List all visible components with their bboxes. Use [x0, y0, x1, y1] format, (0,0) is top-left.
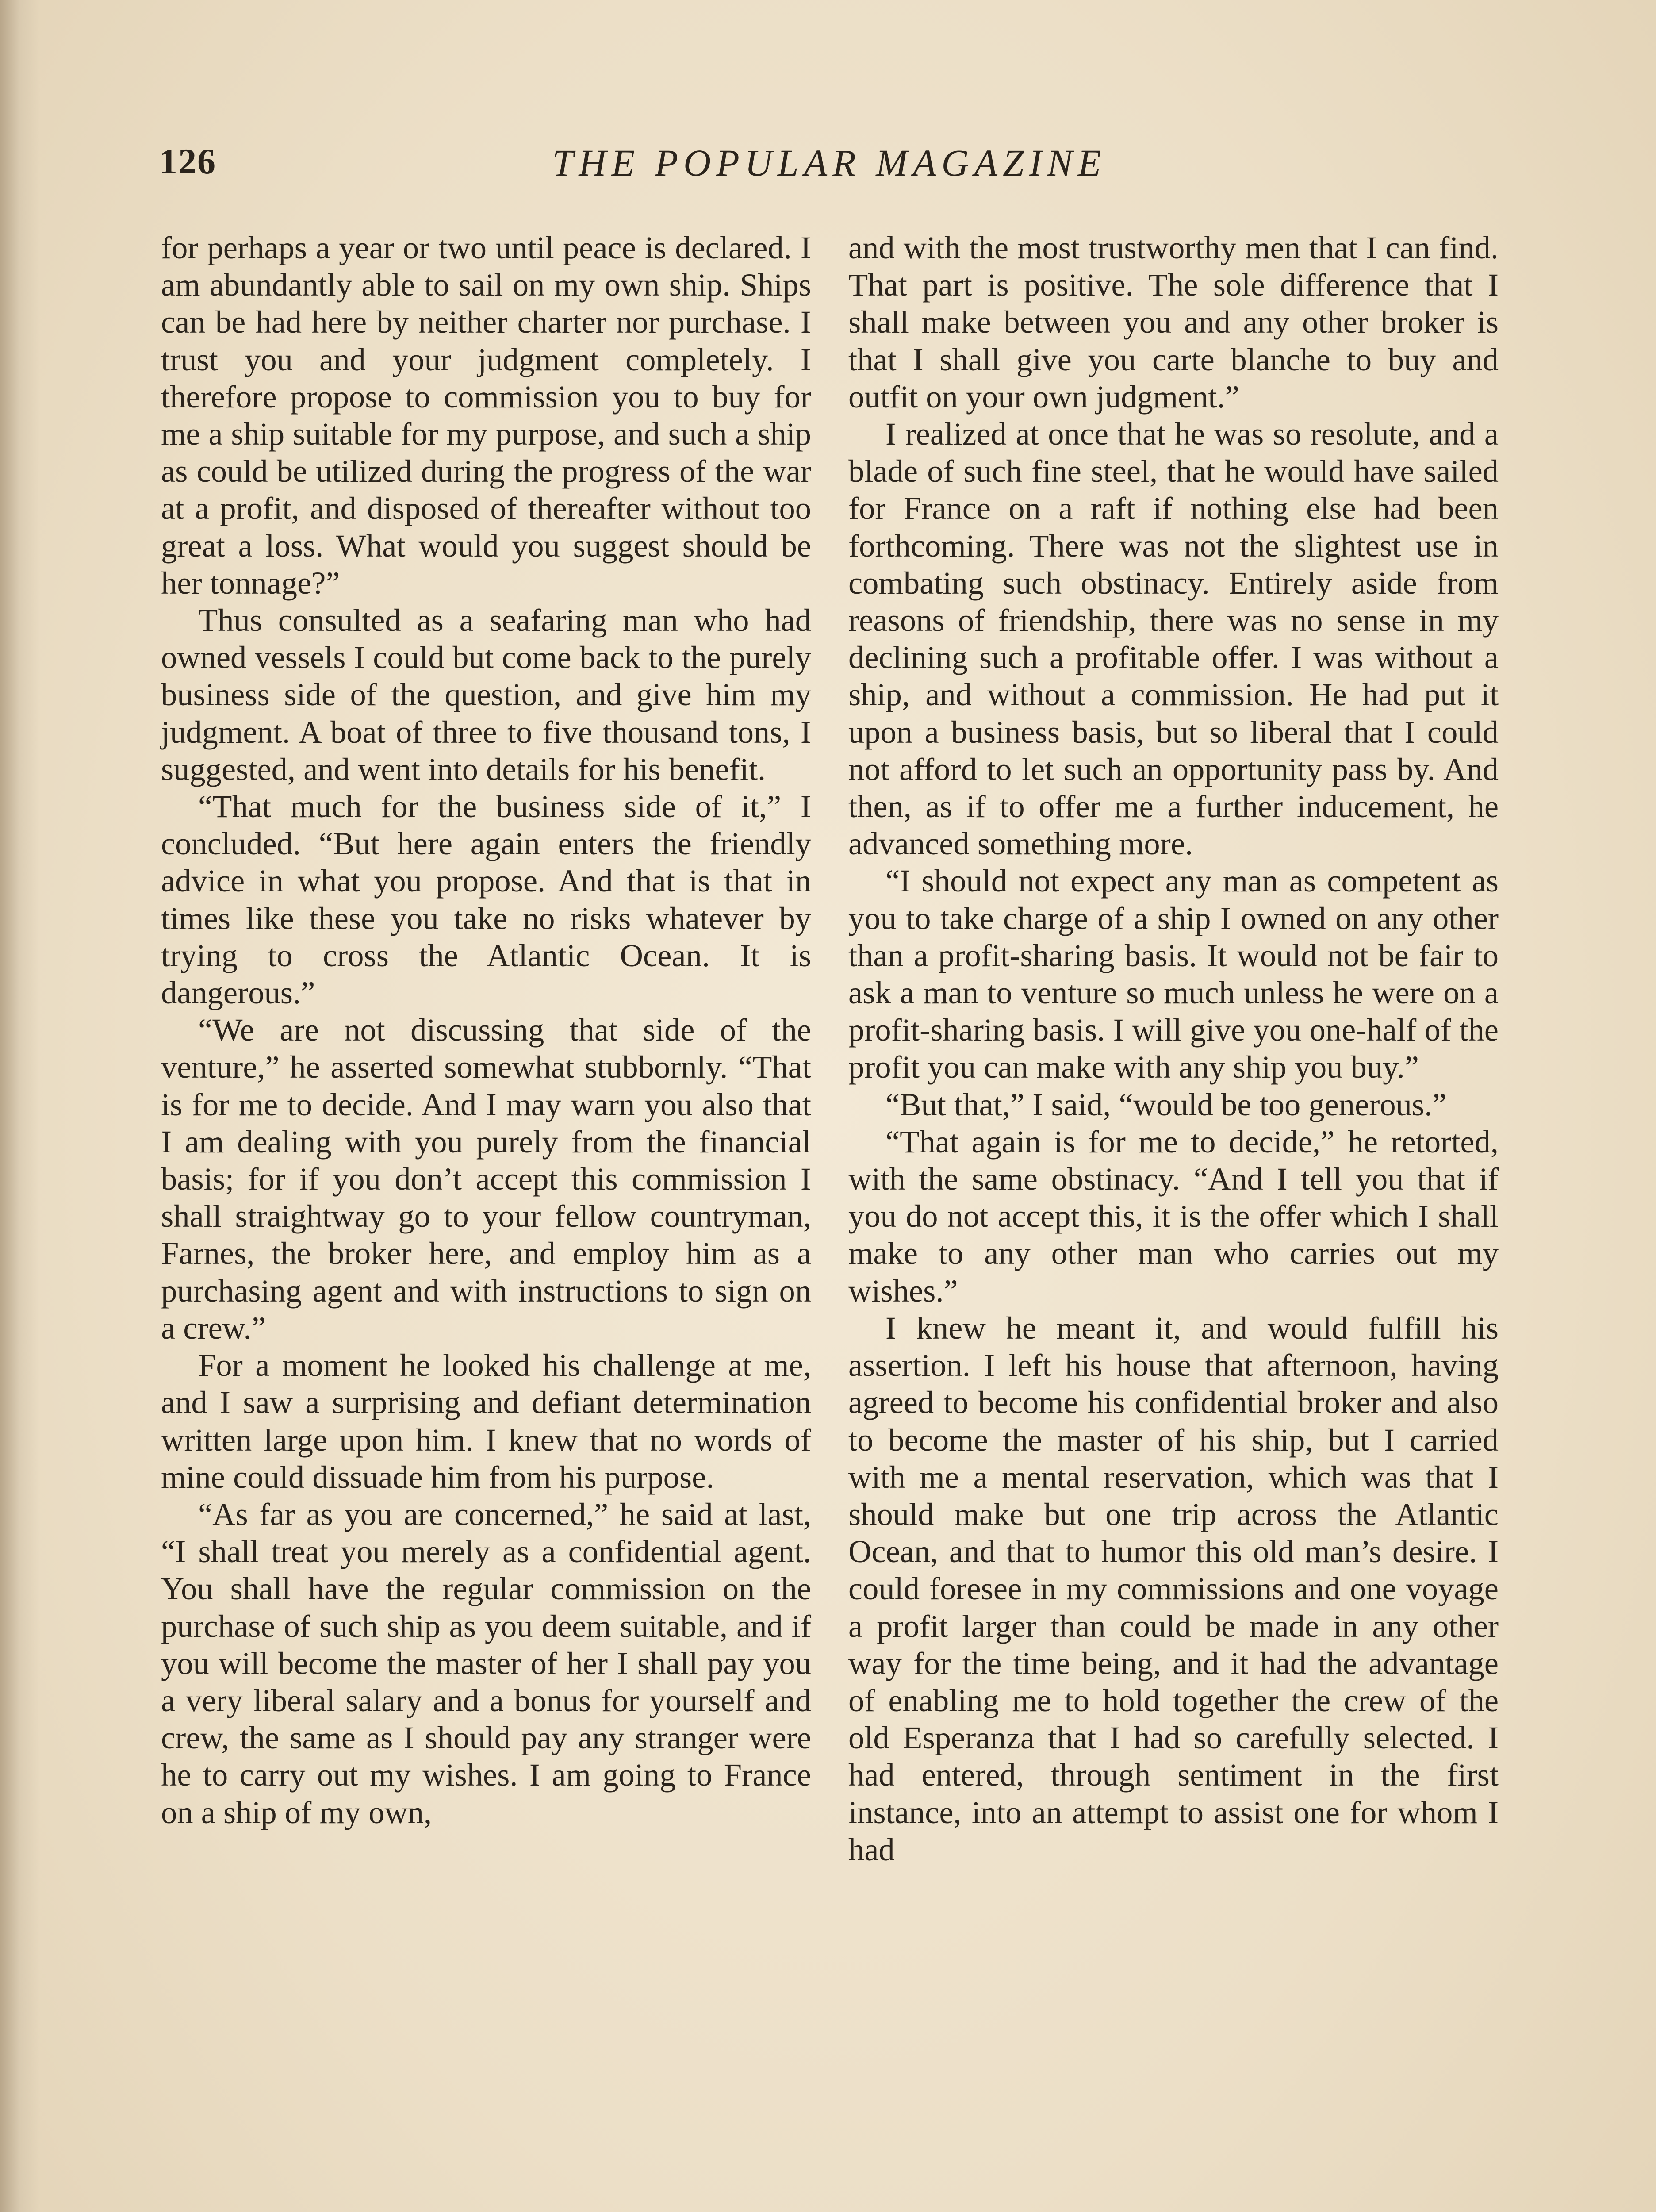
- paragraph: I knew he meant it, and would fulfill his assertion. I left his house that afternoon, having agreed to become his confidential broker and also to become the master of his ship, but I carried with me a mental reservation, which was that I should make but one trip across the Atlantic Ocean, and that to humor this old man’s desire. I could foresee in my commissions and one voyage a profit larger than could be made in any other way for the time being, and it had the advantage of enabling me to hold together the crew of the old Esperanza that I had so carefully selected. I had entered, through sentiment in the first instance, into an attempt to assist one for whom I had: [848, 1310, 1499, 1867]
- paragraph: “That much for the business side of it,” I concluded. “But here again enters the friendly advice in what you propose. And that is that in times like these you take no risks whatever by trying to cross the Atlantic Ocean. It is dangerous.”: [161, 788, 811, 1011]
- paragraph: For a moment he looked his challenge at me, and I saw a surprising and defiant determination written large upon him. I knew that no words of mine could dissuade him from his purpose.: [161, 1347, 811, 1495]
- left-column: [161, 229, 811, 1831]
- paragraph: “I should not expect any man as competent as you to take charge of a ship I owned on any other than a profit-sharing basis. It would not be fair to ask a man to venture so much unless he were on a profit-sharing basis. I will give you one-half of the profit you can make with any ship you buy.”: [848, 863, 1499, 1085]
- page-header: [159, 141, 1499, 207]
- paragraph: Thus consulted as a seafaring man who had owned vessels I could but come back to the purely business side of the question, and give him my judgment. A boat of three to five thousand tons, I suggested, and went into details for his benefit.: [161, 602, 811, 787]
- page-edge-shadow: [0, 0, 40, 2212]
- paragraph: “We are not discussing that side of the venture,” he asserted somewhat stubbornly. “That is for me to decide. And I may warn you also that I am dealing with you purely from the financial basis; for if you don’t accept this commission I shall straightway go to your fellow countryman, Farnes, the broker here, and employ him as a purchasing agent and with instructions to sign on a crew.”: [161, 1012, 811, 1346]
- paragraph: for perhaps a year or two until peace is declared. I am abundantly able to sail on my own ship. Ships can be had here by neither charter nor purchase. I trust you and your judgment completely. I therefore propose to commission you to buy for me a ship suitable for my purpose, and such a ship as could be utilized during the progress of the war at a profit, and disposed of thereafter without too great a loss. What would you suggest should be her tonnage?”: [161, 230, 811, 601]
- page-number: 126: [159, 141, 216, 181]
- running-title: THE POPULAR MAGAZINE: [552, 142, 1107, 184]
- paragraph: “But that,” I said, “would be too generous.”: [886, 1086, 1447, 1122]
- paragraph: and with the most trustworthy men that I can find. That part is positive. The sole difference that I shall make between you and any other broker is that I shall give you carte blanche to buy and outfit on your own judgment.”: [848, 230, 1499, 415]
- right-column: [848, 229, 1499, 1868]
- paragraph: “That again is for me to decide,” he retorted, with the same obstinacy. “And I tell you that if you do not accept this, it is the offer which I shall make to any other man who carries out my wishes.”: [848, 1123, 1499, 1309]
- paragraph: “As far as you are concerned,” he said at last, “I shall treat you merely as a confidential agent. You shall have the regular commission on the purchase of such ship as you deem suitable, and if you will become the master of her I shall pay you a very liberal salary and a bonus for yourself and crew, the same as I should pay any stranger were he to carry out my wishes. I am going to France on a ship of my own,: [161, 1496, 811, 1830]
- paragraph: I realized at once that he was so resolute, and a blade of such fine steel, that he would have sailed for France on a raft if nothing else had been forthcoming. There was not the slightest use in combating such obstinacy. Entirely aside from reasons of friendship, there was no sense in my declining such a profitable offer. I was without a ship, and without a commission. He had put it upon a business basis, but so liberal that I could not afford to let such an opportunity pass by. And then, as if to offer me a further inducement, he advanced something more.: [848, 416, 1499, 862]
